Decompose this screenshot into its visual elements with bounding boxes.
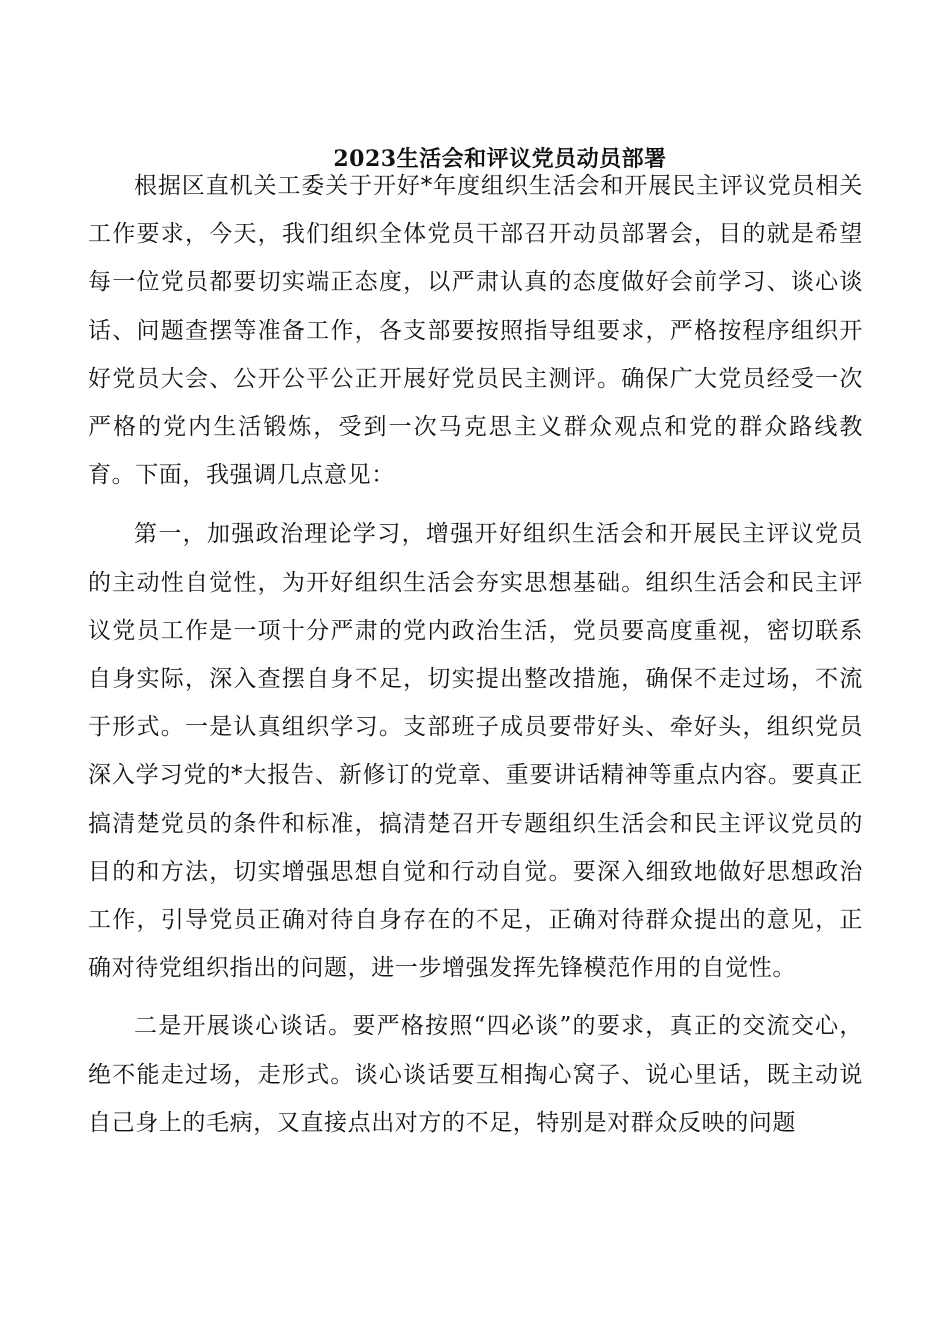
paragraph-second-point: 二是开展谈心谈话。要严格按照“四必谈”的要求，真正的交流交心，绝不能走过场，走形式。谈心谈话要互相掏心窝子、说心里话，既主动说自己身上的毛病，又直接点出对方的不足，特别是对群众反映的问题 xyxy=(88,1013,863,1136)
document-body xyxy=(88,162,863,1147)
document-title: 2023生活会和评议党员动员部署 xyxy=(333,146,667,172)
paragraph-intro: 根据区直机关工委关于开好*年度组织生活会和开展民主评议党员相关工作要求，今天，我们组织全体党员干部召开动员部署会，目的就是希望每一位党员都要切实端正态度，以严肃认真的态度做好会前学习、谈心谈话、问题查摆等准备工作，各支部要按照指导组要求，严格按程序组织开好党员大会、公开公平公正开展好党员民主测评。确保广大党员经受一次严格的党内生活锻炼，受到一次马克思主义群众观点和党的群众路线教育。下面，我强调几点意见： xyxy=(88,173,863,489)
paragraph-first-point: 第一，加强政治理论学习，增强开好组织生活会和开展民主评议党员的主动性自觉性，为开好组织生活会夯实思想基础。组织生活会和民主评议党员工作是一项十分严肃的党内政治生活，党员要高度重视，密切联系自身实际，深入查摆自身不足，切实提出整改措施，确保不走过场，不流于形式。一是认真组织学习。支部班子成员要带好头、牵好头，组织党员深入学习党的*大报告、新修订的党章、重要讲话精神等重点内容。要真正搞清楚党员的条件和标准，搞清楚召开专题组织生活会和民主评议党员的目的和方法，切实增强思想自觉和行动自觉。要深入细致地做好思想政治工作，引导党员正确对待自身存在的不足，正确对待群众提出的意见，正确对待党组织指出的问题，进一步增强发挥先锋模范作用的自觉性。 xyxy=(88,521,863,982)
